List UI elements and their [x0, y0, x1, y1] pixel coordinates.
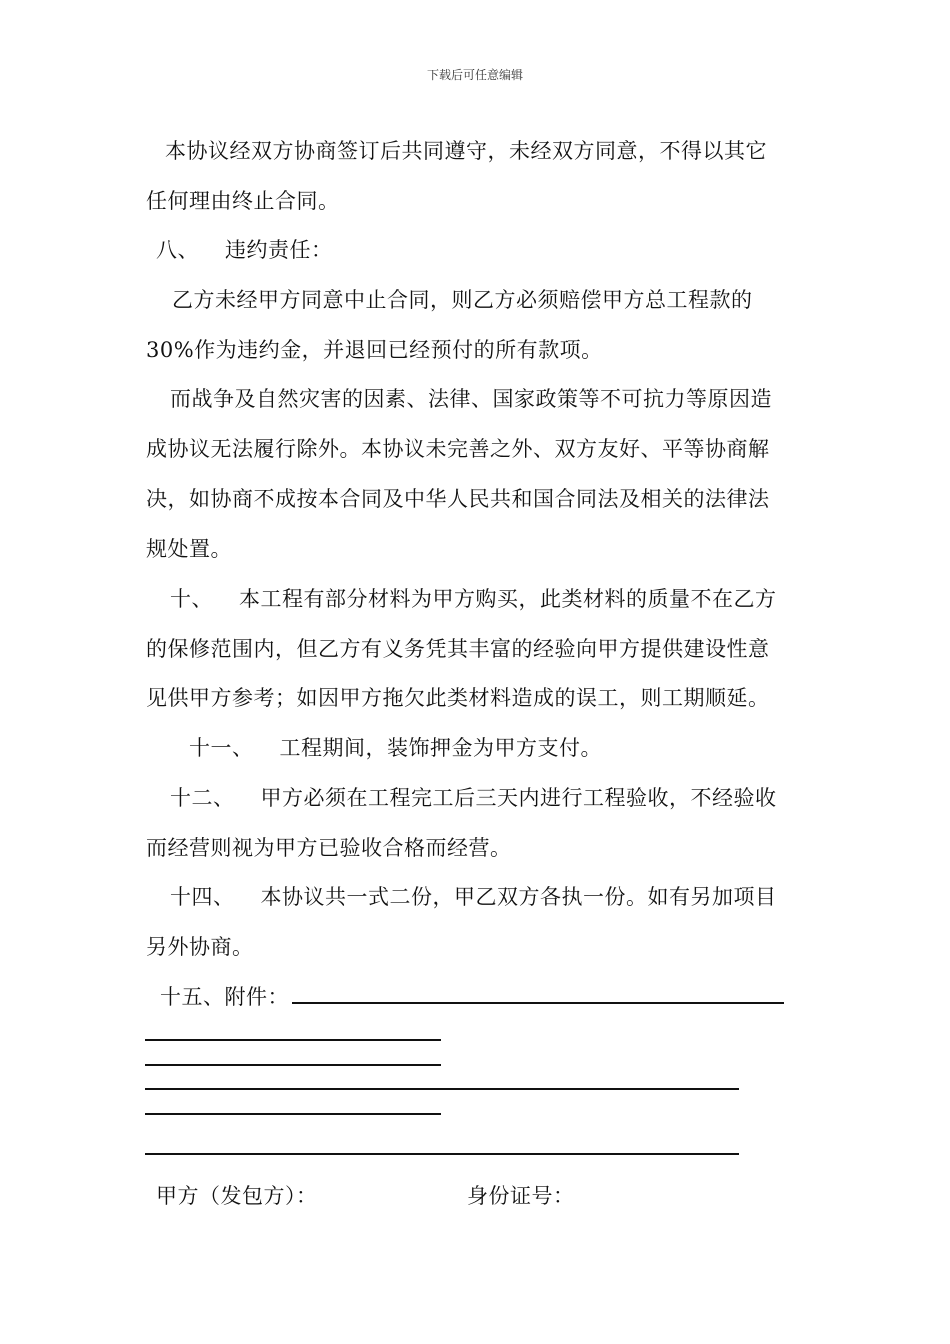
paragraph-line: 决，如协商不成按本合同及中华人民共和国合同法及相关的法律法	[146, 487, 770, 511]
paragraph-line: 而战争及自然灾害的因素、法律、国家政策等不可抗力等原因造	[170, 387, 772, 411]
section-number: 十、	[170, 587, 213, 611]
paragraph-line: 的保修范围内，但乙方有义务凭其丰富的经验向甲方提供建设性意	[146, 637, 770, 661]
section-12-line	[170, 783, 777, 813]
paragraph-line: 另外协商。	[146, 935, 254, 959]
section-number: 八、	[156, 238, 199, 262]
paragraph-line: 而经营则视为甲方已验收合格而经营。	[146, 836, 512, 860]
section-8-heading	[156, 235, 333, 265]
section-text: 本工程有部分材料为甲方购买，此类材料的质量不在乙方	[239, 587, 777, 611]
section-number: 十二、	[170, 786, 235, 810]
paragraph-line: 乙方未经甲方同意中止合同，则乙方必须赔偿甲方总工程款的	[172, 288, 753, 312]
paragraph-line: 规处置。	[146, 537, 232, 561]
section-number: 十四、	[170, 885, 235, 909]
blank-line	[145, 1088, 739, 1090]
section-number: 十一、	[189, 736, 254, 760]
blank-line	[145, 1064, 441, 1066]
section-text: 甲方必须在工程完工后三天内进行工程验收，不经验收	[260, 786, 777, 810]
id-number-label: 身份证号：	[467, 1184, 575, 1208]
section-10-line	[170, 584, 777, 614]
paragraph-line: 成协议无法履行除外。本协议未完善之外、双方友好、平等协商解	[146, 437, 770, 461]
paragraph-line: 30%作为违约金，并退回已经预付的所有款项。	[146, 338, 603, 362]
section-14-line	[170, 882, 777, 912]
party-a-label: 甲方（发包方）：	[156, 1184, 318, 1208]
section-text: 工程期间，装饰押金为甲方支付。	[279, 736, 602, 760]
section-text: 本协议共一式二份，甲乙双方各执一份。如有另加项目	[260, 885, 777, 909]
blank-line	[145, 1113, 441, 1115]
attachment-blank-line	[292, 1002, 784, 1004]
blank-line	[145, 1039, 441, 1041]
paragraph-line: 任何理由终止合同。	[146, 189, 340, 213]
blank-line	[145, 1153, 739, 1155]
attachment-label: 十五、附件：	[160, 985, 289, 1009]
section-11-line	[189, 733, 602, 763]
section-title: 违约责任：	[225, 238, 333, 262]
paragraph-line: 本协议经双方协商签订后共同遵守，未经双方同意，不得以其它	[165, 139, 767, 163]
page-header: 下载后可任意编辑	[426, 68, 523, 82]
paragraph-line: 见供甲方参考；如因甲方拖欠此类材料造成的误工，则工期顺延。	[146, 686, 770, 710]
